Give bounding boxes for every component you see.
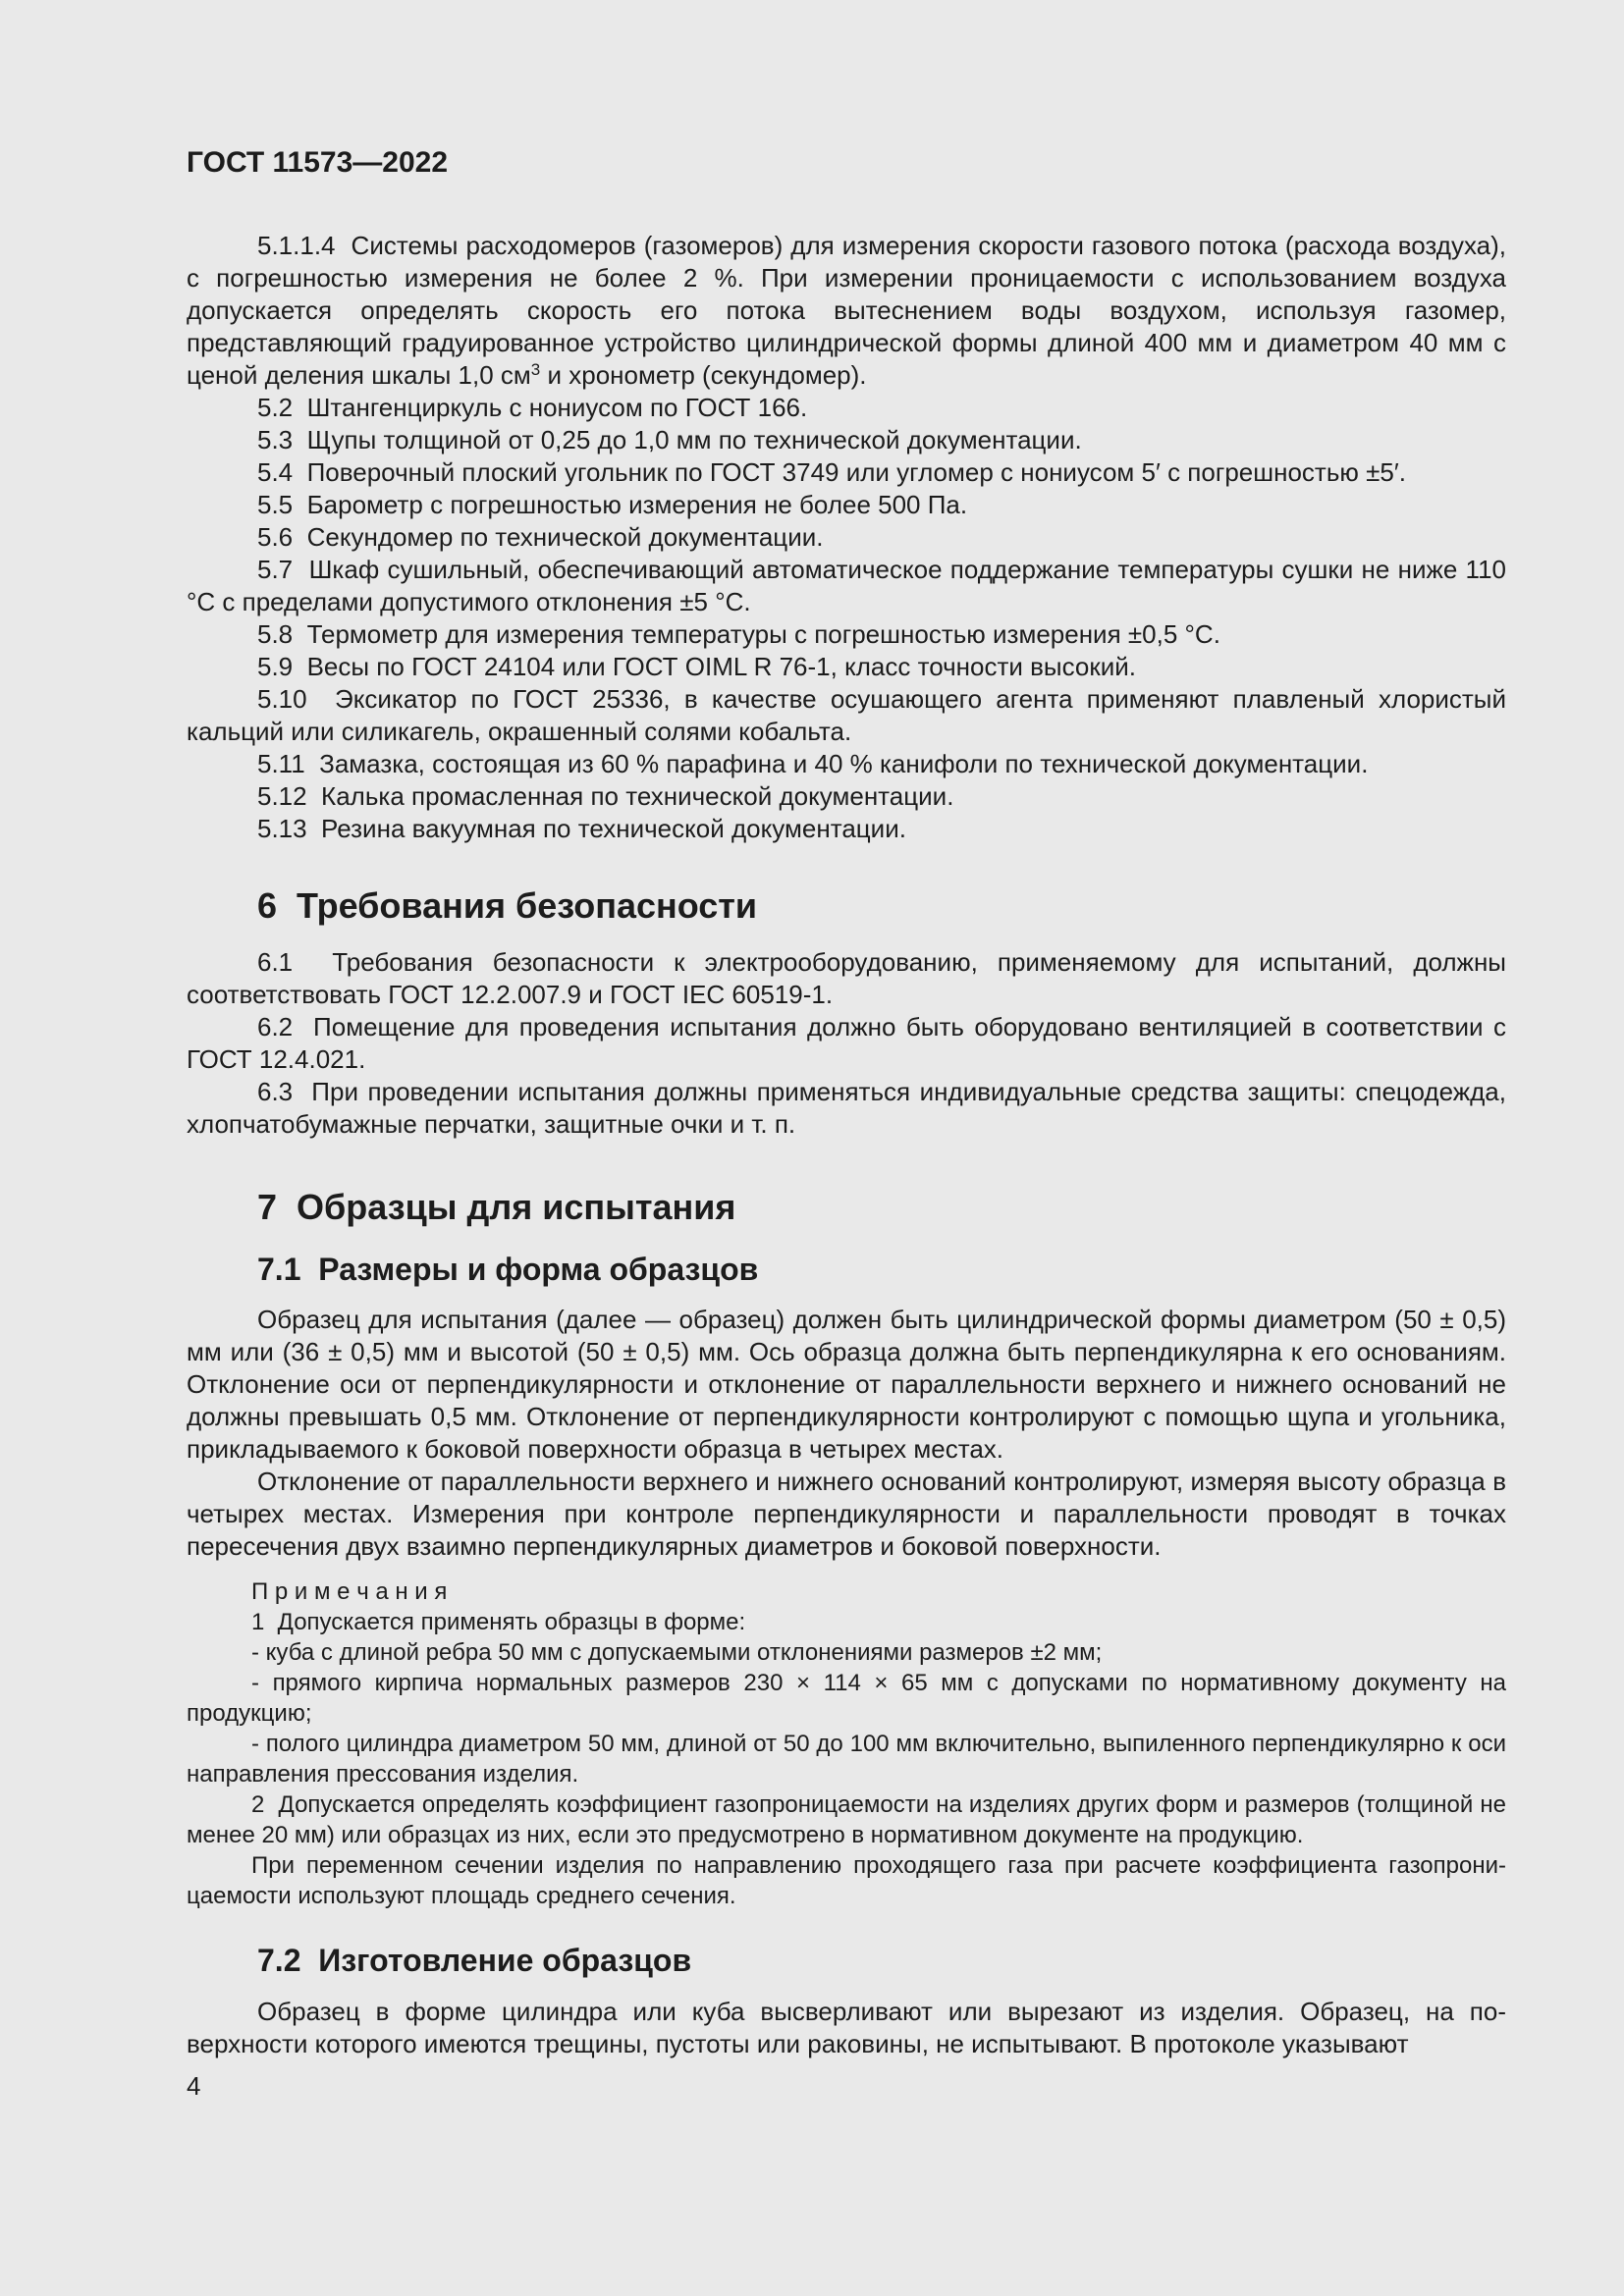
clause-7-1-paragraph-2: Отклонение от параллельности верхнего и нижнего оснований контролируют, измеряя высоту образца в четырех местах. Измерения при контроле перпендикулярности и параллельности проводят в точках пересечения двух взаимно перпендикулярных диаметров и боковой поверхности.	[187, 1467, 1506, 1561]
clause-6-1: 6.1 Требования безопасности к электрооборудованию, применяемому для испытаний, должны соответствовать ГОСТ 12.2.007.9 и ГОСТ IEC 60519-1.	[187, 947, 1506, 1009]
clause-7-2-paragraph: Образец в форме цилиндра или куба высверливают или вырезают из изделия. Образец, на поверхности которого имеются трещины, пустоты или раковины, не испытывают. В протоколе указывают	[187, 1997, 1506, 2058]
clause-5-3: 5.3 Щупы толщиной от 0,25 до 1,0 мм по технической документации.	[257, 425, 1082, 454]
clause-5-6: 5.6 Секундомер по технической документации.	[257, 522, 824, 552]
note-2: 2 Допускается определять коэффициент газопроницаемости на изделиях других форм и размеров (толщиной не менее 20 мм) или образцах из них, если это предусмотрено в нормативном документе на продукцию.	[187, 1791, 1506, 1848]
clause-5-10: 5.10 Эксикатор по ГОСТ 25336, в качестве осушающего агента применяют плавленый хлористый кальций или силикагель, окрашенный солями кобальта.	[187, 684, 1506, 746]
note-1-bullet-brick: - прямого кирпича нормальных размеров 230 × 114 × 65 мм с допусками по нормативному документу на продукцию;	[187, 1670, 1506, 1727]
page-content	[187, 0, 1506, 2103]
clause-7-2-heading: 7.2 Изготовление образцов	[257, 1943, 692, 1978]
clause-5-7: 5.7 Шкаф сушильный, обеспечивающий автоматическое поддержание температуры сушки не ниже 110 °С с пределами допустимого отклонения ±5 °С.	[187, 555, 1506, 616]
clause-5-1-1-4	[187, 230, 1506, 392]
clause-5-2: 5.2 Штангенциркуль с нониусом по ГОСТ 166.	[257, 393, 808, 422]
clause-5-9: 5.9 Весы по ГОСТ 24104 или ГОСТ OIML R 76-1, класс точности высокий.	[257, 652, 1137, 681]
clause-5-4: 5.4 Поверочный плоский угольник по ГОСТ 3749 или угломер с нониусом 5′ с погрешностью ±5′.	[257, 457, 1406, 487]
note-1: 1 Допускается применять образцы в форме:	[251, 1609, 746, 1635]
clause-7-1-heading: 7.1 Размеры и форма образцов	[257, 1252, 759, 1287]
clause-5-12: 5.12 Калька промасленная по технической документации.	[257, 781, 954, 811]
note-1-bullet-cube: - куба с длиной ребра 50 мм с допускаемыми отклонениями размеров ±2 мм;	[251, 1639, 1103, 1666]
clause-5-11: 5.11 Замазка, состоящая из 60 % парафина и 40 % канифоли по технической документации.	[257, 749, 1369, 778]
section-6-heading: 6 Требования безопасности	[257, 885, 758, 926]
clause-5-1-1-4-text: 5.1.1.4 Системы расходомеров (газомеров) для измерения скорости газового потока (расхода воздуха), с погрешностью измерения не более 2 %. При измерении проницаемости с использованием воздуха допускается определять скорость его потока вытеснением воды воздухом, используя газомер, представляющий градуированное устройство цилиндрической формы длиной 400 мм и диаметром 40 мм с ценой деления шкалы 1,0 см	[187, 231, 1506, 390]
clause-5-5: 5.5 Барометр с погрешностью измерения не более 500 Па.	[257, 490, 968, 519]
clause-5-8: 5.8 Термометр для измерения температуры с погрешностью измерения ±0,5 °С.	[257, 619, 1220, 649]
superscript-3: 3	[530, 360, 541, 379]
note-1-bullet-hollow-cylinder: - полого цилиндра диаметром 50 мм, длиной от 50 до 100 мм включительно, выпиленного перпендикулярно к оси направления прессования изделия.	[187, 1731, 1506, 1788]
running-header: ГОСТ 11573—2022	[187, 146, 449, 179]
clause-7-1-paragraph-1: Образец для испытания (далее — образец) должен быть цилиндрической формы диаметром (50 ± 0,5) мм или (36 ± 0,5) мм и высотой (50 ± 0,5) мм. Ось образца должна быть перпендикулярна к его основаниям. Отклонение оси от перпендикулярности и отклонение от параллельности верхнего и нижнего оснований не должны превышать 0,5 мм. Отклонение от перпендикулярности контролируют с помощью щупа и угольника, прикладываемого к боковой поверхности образца в четырех местах.	[187, 1305, 1506, 1464]
clause-5-1-1-4-text-end: и хронометр (секундомер).	[540, 360, 867, 390]
section-7-heading: 7 Образцы для испытания	[257, 1187, 736, 1227]
clause-6-2: 6.2 Помещение для проведения испытания должно быть оборудовано вентиляцией в соответствии с ГОСТ 12.4.021.	[187, 1012, 1506, 1074]
notes-block	[187, 1576, 1506, 1911]
clause-5-13: 5.13 Резина вакуумная по технической документации.	[257, 814, 906, 843]
page-number: 4	[187, 2071, 201, 2101]
clause-6-3: 6.3 При проведении испытания должны применяться индивидуальные средства защиты: спецодежда, хлопчатобумажные перчатки, защитные очки и т. п.	[187, 1077, 1506, 1139]
notes-label: П р и м е ч а н и я	[251, 1578, 448, 1605]
note-2-continuation: При переменном сечении изделия по направлению проходящего газа при расчете коэффициента газопроницаемости используют площадь среднего сечения.	[187, 1852, 1506, 1909]
